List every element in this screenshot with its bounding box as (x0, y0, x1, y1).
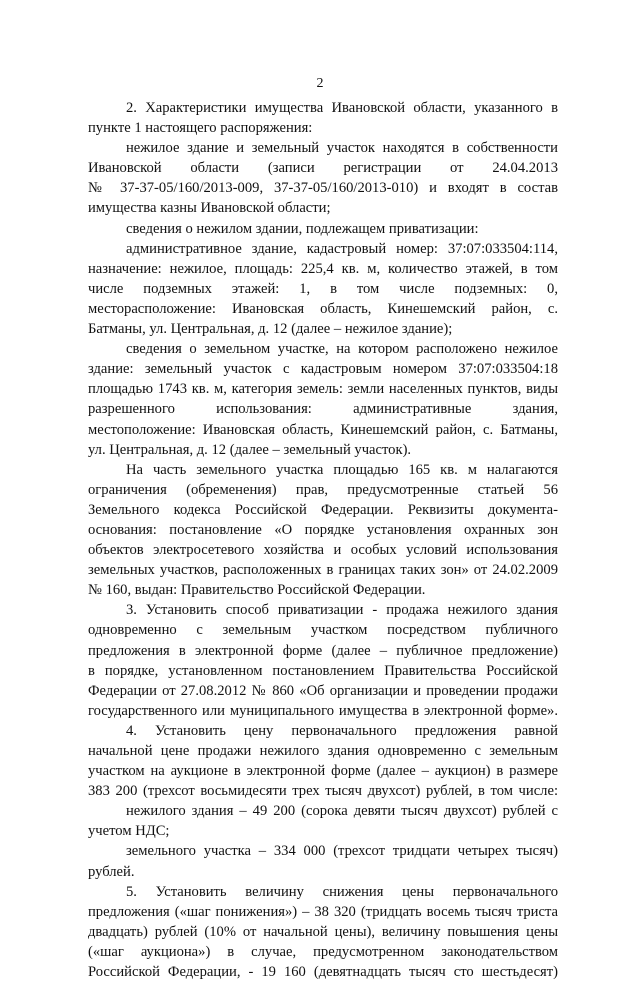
text-line: здание: земельный участок с кадастровым номером 37:07:033504:18 (88, 361, 558, 378)
text-line: административное здание, кадастровый номер: 37:07:033504:114, (126, 240, 558, 257)
text-line: ограничения (обременения) прав, предусмотренные статьей 56 (88, 481, 558, 498)
text-line: основания: постановление «О порядке установления охранных зон (88, 521, 558, 538)
text-line: пункте 1 настоящего распоряжения: (88, 120, 313, 137)
text-line: одновременно с земельным участком посредством публичного (88, 622, 558, 639)
text-line: 383 200 (трехсот восьмидесяти трех тысяч двухсот) рублей, в том числе: (88, 783, 558, 800)
text-line: рублей. (88, 863, 135, 880)
text-line: участком на аукционе в электронной форме (далее – аукцион) в размере (88, 763, 558, 780)
text-line: числе подземных этажей: 1, в том числе подземных: 0, (88, 280, 558, 297)
text-line: Батманы, ул. Центральная, д. 12 (далее – нежилое здание); (88, 321, 453, 338)
text-line: площадью 1743 кв. м, категория земель: земли населенных пунктов, виды (88, 381, 558, 398)
text-line: сведения о земельном участке, на котором расположено нежилое (126, 341, 558, 358)
text-line: сведения о нежилом здании, подлежащем приватизации: (126, 220, 479, 237)
text-line: разрешенного использования: административные здания, (88, 401, 558, 418)
text-line: № 37-37-05/160/2013-009, 37-37-05/160/2013-010) и входят в состав (88, 180, 558, 197)
text-line: объектов электросетевого хозяйства и особых условий использования (88, 542, 558, 559)
text-line: 2. Характеристики имущества Ивановской области, указанного в (126, 100, 558, 116)
text-line: двадцать) рублей (10% от начальной цены), величину повышения цены (88, 923, 558, 940)
text-line: государственного или муниципального имущества в электронной форме». (88, 702, 558, 719)
text-line: Ивановской области (записи регистрации от 24.04.2013 (88, 160, 558, 177)
text-line: Российской Федерации, - 19 160 (девятнадцать тысяч сто шестьдесят) (88, 964, 558, 981)
text-line: («шаг аукциона») в случае, предусмотренном законодательством (88, 943, 558, 960)
text-line: 5. Установить величину снижения цены первоначального (126, 883, 558, 900)
text-line: ул. Центральная, д. 12 (далее – земельный участок). (88, 441, 412, 458)
text-line: начальной цене продажи нежилого здания одновременно с земельным (88, 743, 558, 759)
text-line: 4. Установить цену первоначального предложения равной (126, 722, 558, 739)
text-line: месторасположение: Ивановская область, Кинешемский район, с. (88, 300, 558, 317)
text-line: земельных участков, расположенных в границах таких зон» от 24.02.2009 (88, 562, 558, 579)
page-number: 2 (316, 76, 324, 91)
text-line: Федерации от 27.08.2012 № 860 «Об организации и проведении продажи (88, 682, 558, 699)
text-line: На часть земельного участка площадью 165 кв. м налагаются (126, 461, 558, 478)
text-line: № 160, выдан: Правительство Российской Федерации. (88, 582, 426, 599)
document-body (88, 98, 558, 982)
text-line: назначение: нежилое, площадь: 225,4 кв. м, количество этажей, в том (88, 260, 558, 277)
text-line: 3. Установить способ приватизации - продажа нежилого здания (126, 602, 558, 619)
text-line: имущества казны Ивановской области; (88, 200, 331, 217)
text-line: земельного участка – 334 000 (трехсот тридцати четырех тысяч) (126, 843, 558, 860)
text-line: учетом НДС; (88, 823, 170, 840)
text-line: Земельного кодекса Российской Федерации. Реквизиты документа- (88, 501, 558, 518)
text-line: в порядке, установленном постановлением Правительства Российской (88, 662, 558, 679)
text-line: нежилого здания – 49 200 (сорока девяти тысяч двухсот) рублей с (126, 803, 558, 820)
text-line: предложения («шаг понижения») – 38 320 (тридцать восемь тысяч триста (88, 903, 558, 920)
text-line: предложения в электронной форме (далее – публичное предложение) (88, 642, 558, 659)
text-line: нежилое здание и земельный участок находятся в собственности (126, 140, 558, 157)
text-line: местоположение: Ивановская область, Кинешемский район, с. Батманы, (88, 421, 558, 438)
